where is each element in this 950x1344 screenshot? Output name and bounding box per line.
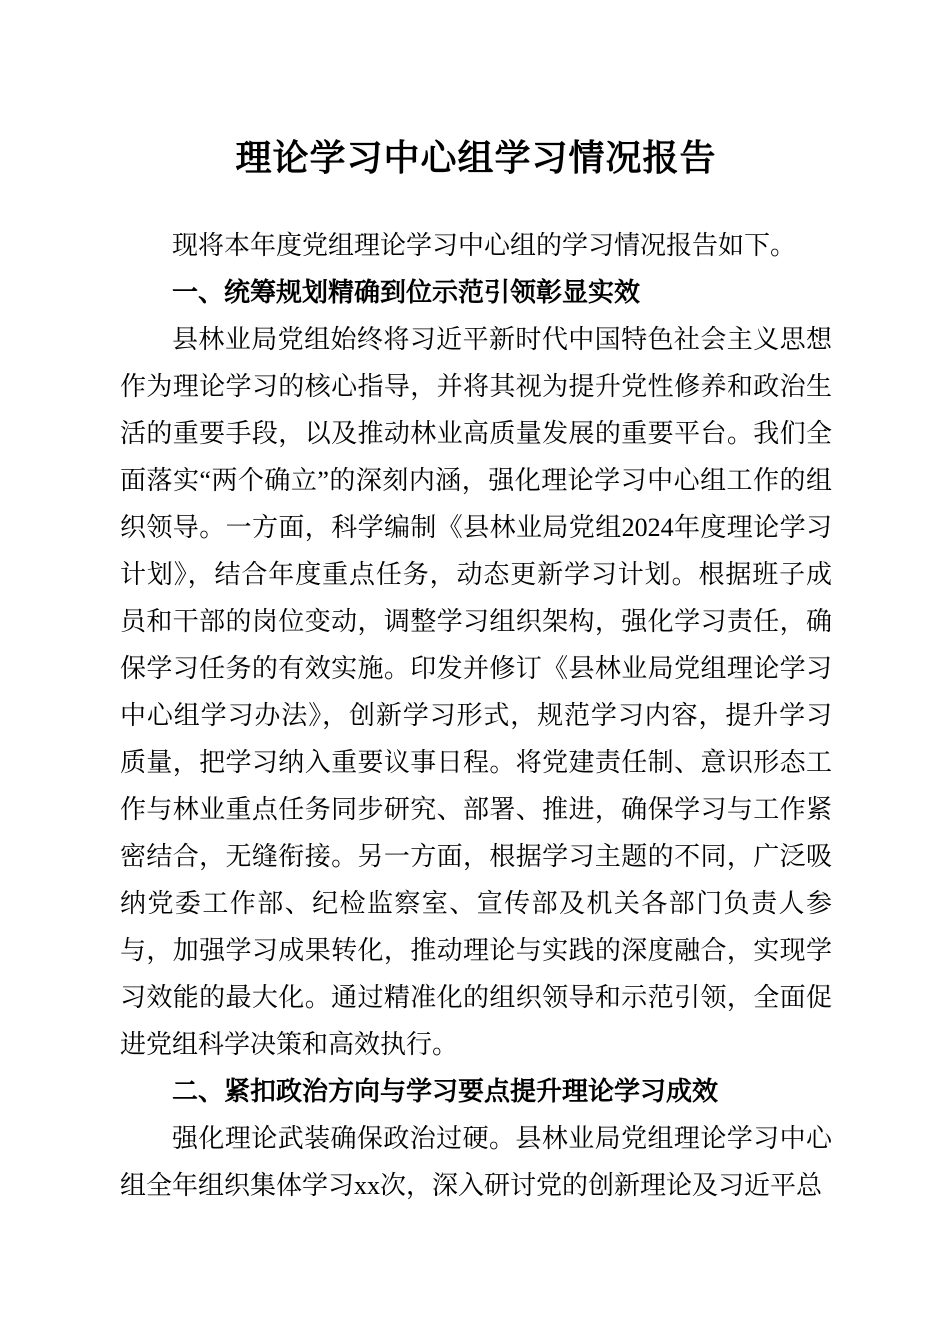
paragraph-intro: 现将本年度党组理论学习中心组的学习情况报告如下。 bbox=[172, 231, 797, 260]
document-title: 理论学习中心组学习情况报告 bbox=[235, 137, 717, 178]
section-heading-2: 二、紧扣政治方向与学习要点提升理论学习成效 bbox=[172, 1076, 719, 1106]
paragraph-section-2: 强化理论武装确保政治过硬。县林业局党组理论学习中心组全年组织集体学习xx次，深入研讨党的创新理论及习近平总 bbox=[120, 1124, 832, 1200]
section-heading-1: 一、统筹规划精确到位示范引领彰显实效 bbox=[172, 277, 641, 307]
paragraph-section-1: 县林业局党组始终将习近平新时代中国特色社会主义思想作为理论学习的核心指导，并将其视为提升党性修养和政治生活的重要手段，以及推动林业高质量发展的重要平台。我们全面落实“两个确立”的深刻内涵，强化理论学习中心组工作的组织领导。一方面，科学编制《县林业局党组2024年度理论学习计划》，结合年度重点任务，动态更新学习计划。根据班子成员和干部的岗位变动，调整学习组织架构，强化学习责任，确保学习任务的有效实施。印发并修订《县林业局党组理论学习中心组学习办法》，创新学习形式，规范学习内容，提升学习质量，把学习纳入重要议事日程。将党建责任制、意识形态工作与林业重点任务同步研究、部署、推进，确保学习与工作紧密结合，无缝衔接。另一方面，根据学习主题的不同，广泛吸纳党委工作部、纪检监察室、宣传部及机关各部门负责人参与，加强学习成果转化，推动理论与实践的深度融合，实现学习效能的最大化。通过精准化的组织领导和示范引领，全面促进党组科学决策和高效执行。 bbox=[120, 325, 832, 1059]
